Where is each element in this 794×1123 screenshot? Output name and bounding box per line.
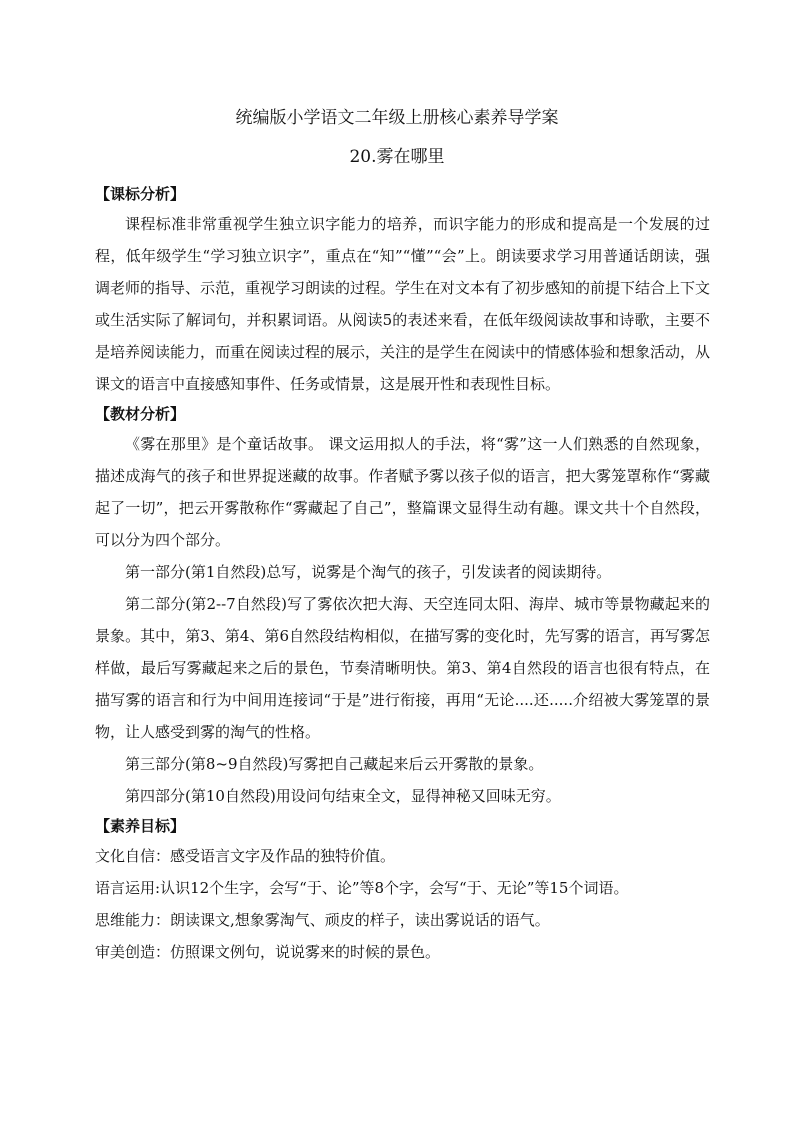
section-curriculum-analysis xyxy=(95,180,710,400)
section-textbook-analysis xyxy=(95,400,710,812)
document-title: 统编版小学语文二年级上册核心素养导学案 xyxy=(235,108,559,128)
goal-label: 语言运用: xyxy=(95,879,161,897)
goal-label: 思维能力： xyxy=(95,911,171,929)
goal-label: 审美创造： xyxy=(95,943,171,961)
section-heading: 【课标分析】 xyxy=(95,185,186,203)
paragraph: 第三部分(第8~9自然段)写雾把自己藏起来后云开雾散的景象。 xyxy=(125,755,544,773)
section-heading: 【素养目标】 xyxy=(95,817,186,835)
goal-item-language xyxy=(95,872,710,904)
goal-text: 朗读课文,想象雾淘气、顽皮的样子，读出雾说话的语气。 xyxy=(170,911,550,929)
lesson-title: 20.雾在哪里 xyxy=(349,147,445,167)
goal-text: 感受语言文字及作品的独特价值。 xyxy=(170,847,396,865)
section-heading: 【教材分析】 xyxy=(95,405,186,423)
paragraph: 课程标准非常重视学生独立识字能力的培养，而识字能力的形成和提高是一个发展的过程，低年级学生“学习独立识字”，重点在“知”“懂”“会”上。朗读要求学习用普通话朗读，强调老师的指导、示范，重视学习朗读的过程。学生在对文本有了初步感知的前提下结合上下文或生活实际了解词句，并积累词语。从阅读5的表述来看，在低年级阅读故事和诗歌，主要不是培养阅读能力，而重在阅读过程的展示，关注的是学生在阅读中的情感体验和想象活动，从课文的语言中直接感知事件、任务或情景，这是展开性和表现性目标。 xyxy=(95,215,711,393)
document-body xyxy=(95,180,710,968)
goal-item-aesthetics xyxy=(95,936,710,968)
goal-item-thinking xyxy=(95,904,710,936)
goal-item-culture xyxy=(95,840,710,872)
paragraph: 第四部分(第10自然段)用设问句结束全文，显得神秘又回味无穷。 xyxy=(125,787,561,805)
paragraph: 《雾在那里》是个童话故事。 课文运用拟人的手法，将“雾”这一人们熟悉的自然现象，描述成海气的孩子和世界捉迷藏的故事。作者赋予雾以孩子似的语言，把大雾笼罩称作“雾藏起了一切”，把云开雾散称作“雾藏起了自己”，整篇课文显得生动有趣。课文共十个自然段，可以分为四个部分。 xyxy=(95,435,710,549)
goal-text: 仿照课文例句，说说雾来的时候的景色。 xyxy=(170,943,441,961)
paragraph: 第二部分(第2--7自然段)写了雾依次把大海、天空连同太阳、海岸、城市等景物藏起来的景象。其中，第3、第4、第6自然段结构相似，在描写雾的变化时，先写雾的语言，再写雾怎样做，最后写雾藏起来之后的景色，节奏清晰明快。第3、第4自然段的语言也很有特点，在描写雾的语言和行为中间用连接词“于是”进行衔接，再用“无论....还.....介绍被大雾笼罩的景物，让人感受到雾的淘气的性格。 xyxy=(95,595,710,741)
section-literacy-goals xyxy=(95,812,710,968)
goal-text: 认识12个生字，会写“于、论”等8个字，会写“于、无论”等15个词语。 xyxy=(160,879,629,897)
goal-label: 文化自信： xyxy=(95,847,171,865)
paragraph: 第一部分(第1自然段)总写，说雾是个淘气的孩子，引发读者的阅读期待。 xyxy=(125,563,612,581)
